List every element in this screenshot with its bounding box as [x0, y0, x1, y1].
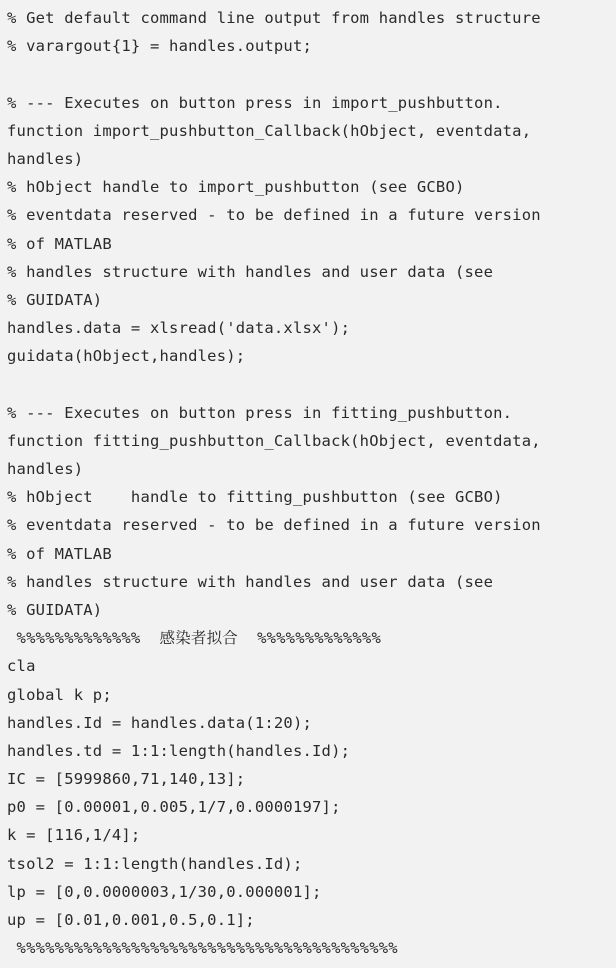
code-line: % GUIDATA): [7, 290, 103, 309]
code-line: % handles structure with handles and user data (see: [7, 262, 494, 281]
code-line: [7, 60, 616, 88]
code-line: cla: [7, 657, 36, 676]
code-line: % eventdata reserved - to be defined in a future version: [7, 516, 541, 535]
code-line: handles): [7, 149, 84, 168]
code-line: %%%%%%%%%%%%% 感染者拟合 %%%%%%%%%%%%%: [7, 629, 381, 648]
code-line: %%%%%%%%%%%%%%%%%%%%%%%%%%%%%%%%%%%%%%%%: [7, 939, 398, 958]
code-line: p0 = [0.00001,0.005,1/7,0.0000197];: [7, 798, 341, 817]
code-line: % hObject handle to import_pushbutton (see GCBO): [7, 178, 465, 197]
code-line: % --- Executes on button press in import_pushbutton.: [7, 93, 503, 112]
code-line: handles): [7, 460, 84, 478]
code-line: [7, 370, 616, 398]
code-line: global k p;: [7, 685, 112, 704]
code-line: up = [0.01,0.001,0.5,0.1];: [7, 911, 255, 929]
code-line: function import_pushbutton_Callback(hObject, eventdata,: [7, 121, 532, 140]
code-line: handles.td = 1:1:length(handles.Id);: [7, 741, 351, 760]
code-line: % handles structure with handles and user data (see: [7, 572, 494, 591]
code-line: % --- Executes on button press in fitting_pushbutton.: [7, 403, 513, 422]
code-line: % Get default command line output from handles structure: [7, 9, 541, 27]
code-line: % hObject handle to fitting_pushbutton (see GCBO): [7, 488, 503, 507]
code-line: IC = [5999860,71,140,13];: [7, 770, 246, 789]
code-line: tsol2 = 1:1:length(handles.Id);: [7, 854, 303, 873]
code-line: handles.Id = handles.data(1:20);: [7, 713, 313, 732]
code-line: k = [116,1/4];: [7, 826, 141, 845]
code-line: guidata(hObject,handles);: [7, 347, 246, 366]
code-line: % GUIDATA): [7, 600, 103, 619]
code-line: handles.data = xlsread('data.xlsx');: [7, 319, 351, 338]
code-line: % of MATLAB: [7, 544, 112, 563]
code-line: function fitting_pushbutton_Callback(hObject, eventdata,: [7, 431, 541, 450]
code-line: % varargout{1} = handles.output;: [7, 37, 313, 56]
code-line: lp = [0,0.0000003,1/30,0.000001];: [7, 882, 322, 901]
code-line: % eventdata reserved - to be defined in a future version: [7, 206, 541, 225]
code-line: % of MATLAB: [7, 234, 112, 253]
